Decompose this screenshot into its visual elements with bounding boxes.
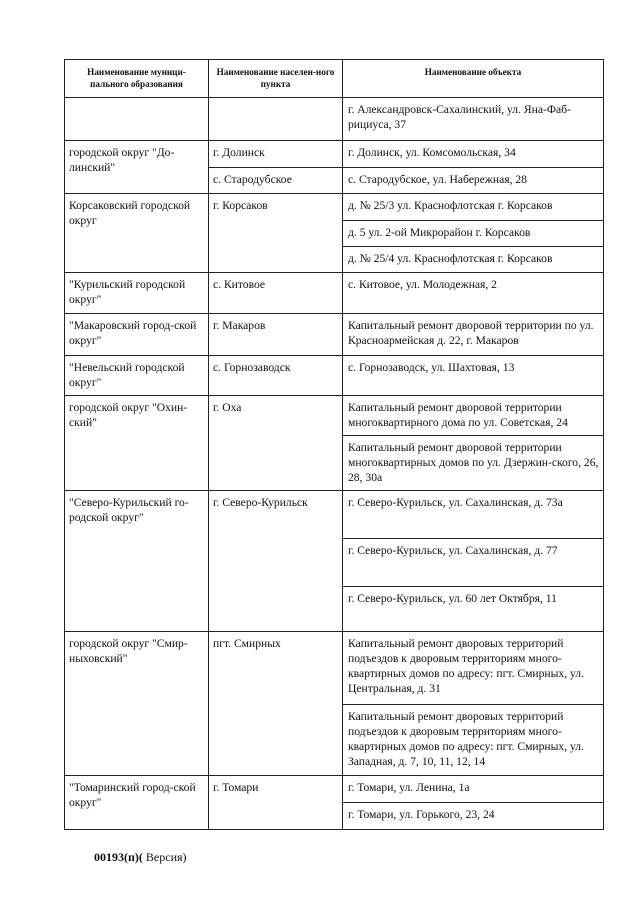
object-cell: г. Томари, ул. Горького, 23, 24: [343, 803, 604, 830]
object-cell: Капитальный ремонт дворовой территории многоквартирного дома по ул. Советская, 24: [343, 396, 604, 436]
object-cell: г. Александровск-Сахалинский, ул. Яна-Фаб-рициуса, 37: [343, 98, 604, 141]
table-row: [65, 491, 604, 539]
table-row: [65, 273, 604, 314]
municipality-cell: "Курильский городской округ": [65, 273, 209, 314]
table-row: [65, 314, 604, 356]
municipality-cell: "Северо-Курильский го-родской округ": [65, 491, 209, 632]
table-row: [65, 194, 604, 221]
objects-table: [64, 59, 604, 830]
municipality-cell: городской округ "Смир-ныховский": [65, 632, 209, 776]
object-cell: г. Северо-Курильск, ул. 60 лет Октября, 11: [343, 587, 604, 632]
object-cell: д. 5 ул. 2-ой Микрорайон г. Корсаков: [343, 221, 604, 247]
settlement-cell: с. Горнозаводск: [209, 356, 343, 396]
settlement-cell: г. Корсаков: [209, 194, 343, 273]
header-municipality: Наименование муници-пального образования: [65, 60, 209, 98]
table-row: [65, 632, 604, 705]
municipality-cell: городской округ "До-линский": [65, 141, 209, 194]
settlement-cell: с. Китовое: [209, 273, 343, 314]
document-footer: [94, 850, 187, 865]
object-cell: г. Северо-Курильск, ул. Сахалинская, д. 77: [343, 539, 604, 587]
settlement-cell: г. Томари: [209, 776, 343, 830]
settlement-cell: г. Макаров: [209, 314, 343, 356]
header-object: Наименование объекта: [343, 60, 604, 98]
table-row: [65, 356, 604, 396]
object-cell: с. Стародубское, ул. Набережная, 28: [343, 168, 604, 194]
object-cell: с. Китовое, ул. Молодежная, 2: [343, 273, 604, 314]
document-code: 00193(п)(: [94, 850, 143, 864]
document-version: Версия): [142, 850, 187, 864]
settlement-cell: пгт. Смирных: [209, 632, 343, 776]
municipality-cell: "Томаринский город-ской округ": [65, 776, 209, 830]
settlement-cell: г. Оха: [209, 396, 343, 491]
settlement-cell: г. Северо-Курильск: [209, 491, 343, 632]
settlement-cell: г. Долинск: [209, 141, 343, 168]
settlement-cell: [209, 98, 343, 141]
object-cell: г. Северо-Курильск, ул. Сахалинская, д. 73а: [343, 491, 604, 539]
table-header-row: [65, 60, 604, 98]
municipality-cell: "Макаровский город-ской округ": [65, 314, 209, 356]
municipality-cell: [65, 98, 209, 141]
object-cell: Капитальный ремонт дворовых территорий подъездов к дворовым территориям много-квартирных домов по адресу: пгт. Смирных, ул. Западная, д. 7, 10, 11, 12, 14: [343, 705, 604, 776]
table-row: [65, 98, 604, 141]
object-cell: Капитальный ремонт дворовых территорий подъездов к дворовым территориям много-квартирных домов по адресу: пгт. Смирных, ул. Центральная, д. 31: [343, 632, 604, 705]
table-row: [65, 776, 604, 803]
object-cell: г. Томари, ул. Ленина, 1а: [343, 776, 604, 803]
municipality-cell: Корсаковский городской округ: [65, 194, 209, 273]
header-settlement: Наименование населен-ного пункта: [209, 60, 343, 98]
object-cell: д. № 25/4 ул. Краснофлотская г. Корсаков: [343, 247, 604, 273]
municipality-cell: "Невельский городской округ": [65, 356, 209, 396]
table-row: [65, 396, 604, 436]
object-cell: г. Долинск, ул. Комсомольская, 34: [343, 141, 604, 168]
municipality-cell: городской округ "Охин-ский": [65, 396, 209, 491]
object-cell: Капитальный ремонт дворовой территории многоквартирных домов по ул. Дзержин-ского, 26, 28, 30а: [343, 436, 604, 491]
object-cell: с. Горнозаводск, ул. Шахтовая, 13: [343, 356, 604, 396]
object-cell: д. № 25/3 ул. Краснофлотская г. Корсаков: [343, 194, 604, 221]
table-row: [65, 141, 604, 168]
settlement-cell: с. Стародубское: [209, 168, 343, 194]
object-cell: Капитальный ремонт дворовой территории по ул. Красноармейская д. 22, г. Макаров: [343, 314, 604, 356]
